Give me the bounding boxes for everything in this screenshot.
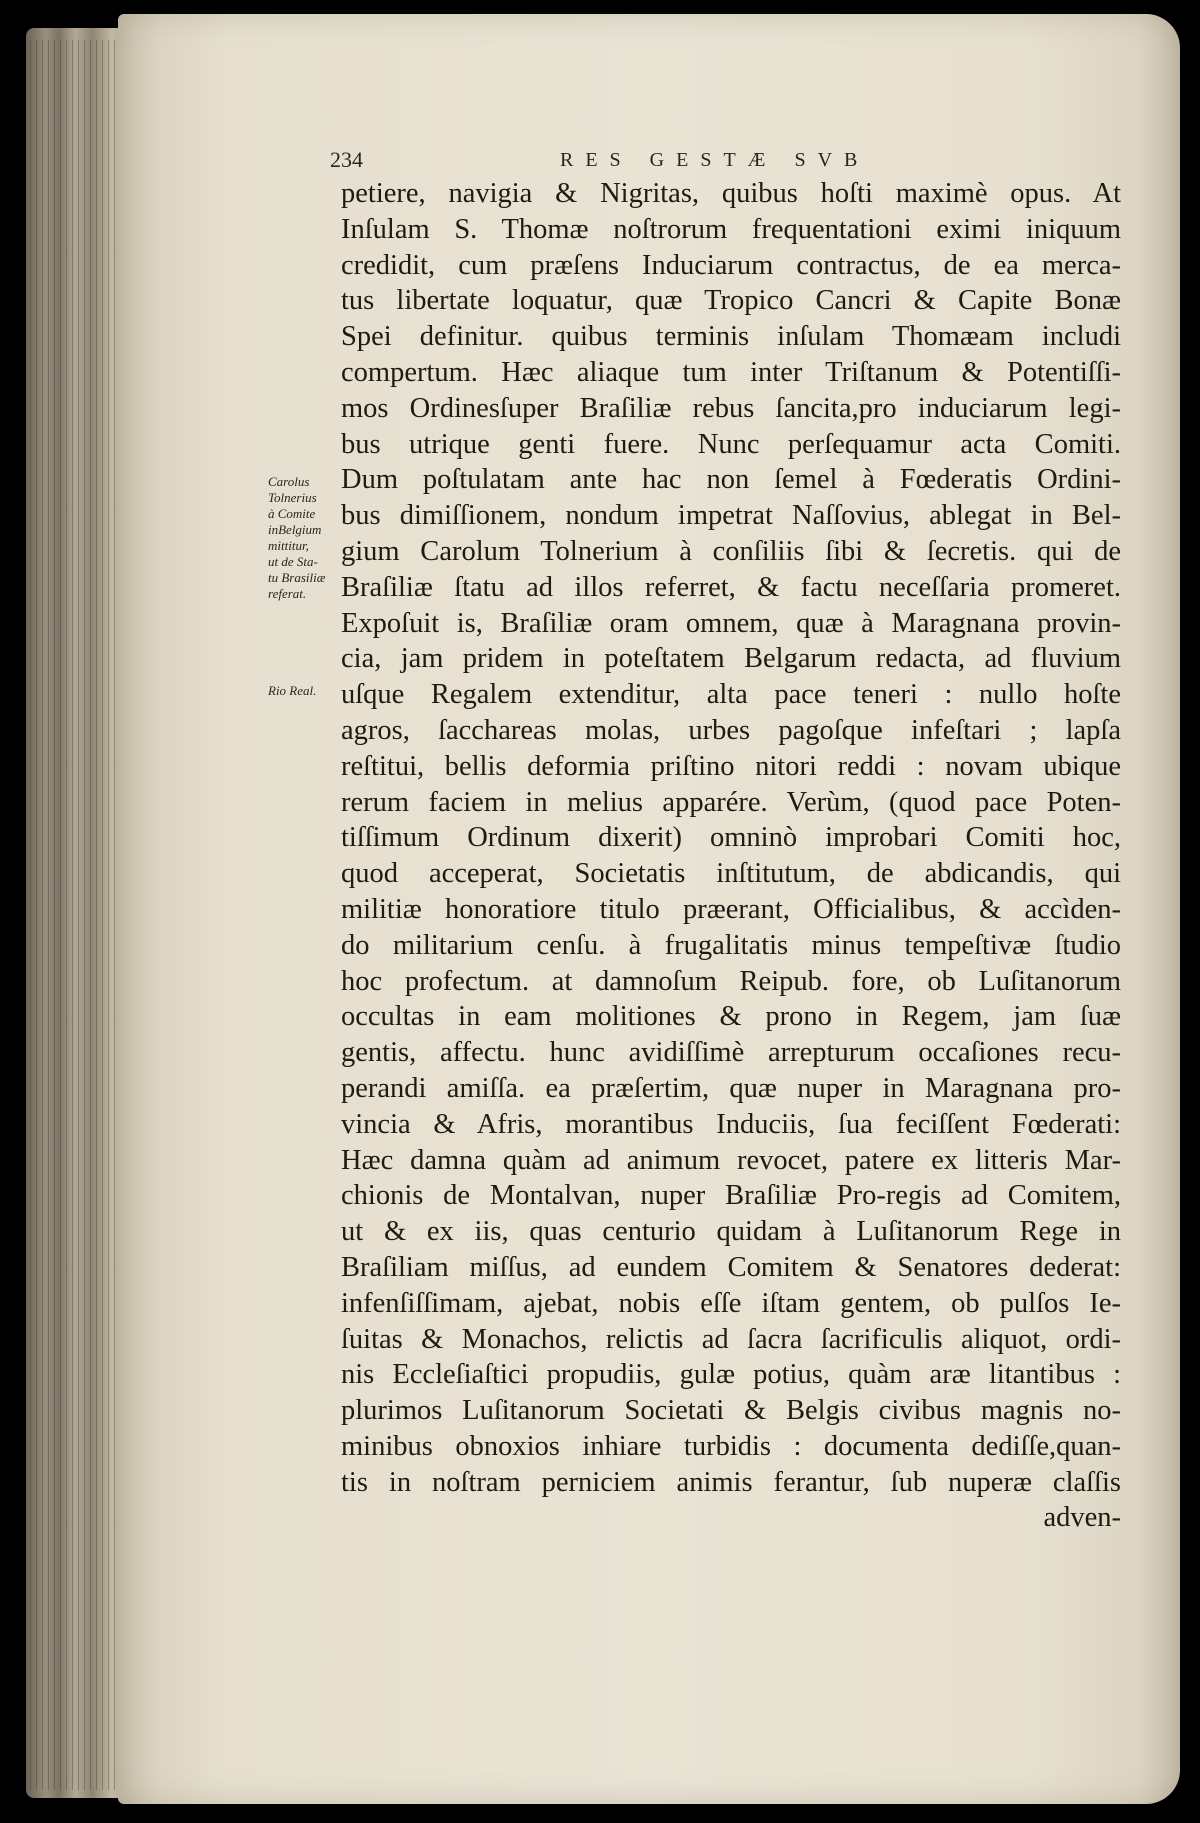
text-line: quod acceperat, Societatis inſtitutum, de abdicandis, qui (341, 858, 1121, 890)
text-line: uſque Regalem extenditur, alta pace teneri : nullo hoſte (341, 679, 1121, 711)
text-line: agros, ſacchareas molas, urbes pagoſque infeſtari ; lapſa (341, 714, 1121, 746)
text-line: Expoſuit is, Braſiliæ oram omnem, quæ à Maragnana provin- (341, 607, 1121, 639)
text-line: rerum faciem in melius apparére. Verùm, (quod pace Poten- (341, 786, 1121, 818)
marginal-note-tolnerius (268, 474, 338, 602)
text-line: nis Eccleſiaſtici propudiis, gulæ potius, quàm aræ litantibus : (341, 1359, 1121, 1391)
page-edge-lines (30, 40, 130, 1790)
marginal-note-line: à Comite (268, 506, 316, 521)
text-line: gentis, affectu. hunc avidiſſimè arrepturum occaſiones recu- (341, 1037, 1121, 1069)
text-line: bus utrique genti fuere. Nunc perſequamur acta Comiti. (341, 428, 1121, 460)
page-number: 234 (330, 147, 363, 172)
text-line: perandi amiſſa. ea præſertim, quæ nuper in Maragnana pro- (341, 1072, 1121, 1104)
text-line: reſtitui, bellis deformia priſtino nitori reddi : novam ubique (341, 750, 1121, 782)
marginal-note-rio-real (268, 683, 338, 699)
text-line: Braſiliæ ſtatu ad illos referret, & factu neceſſaria promeret. (341, 571, 1121, 603)
text-line: do militarium cenſu. à frugalitatis minus tempeſtivæ ſtudio (341, 929, 1121, 961)
text-line: Braſiliam miſſus, ad eundem Comitem & Senatores dederat: (341, 1251, 1121, 1283)
text-line: Spei definitur. quibus terminis inſulam Thomæam includi (341, 321, 1121, 353)
text-line: compertum. Hæc aliaque tum inter Triſtanum & Potentiſſi- (341, 356, 1121, 388)
marginal-note-line: Carolus (268, 474, 310, 489)
text-line: tiſſimum Ordinum dixerit) omninò improbari Comiti hoc, (341, 822, 1121, 854)
text-line: infenſiſſimam, ajebat, nobis eſſe iſtam gentem, ob pulſos Ie- (341, 1287, 1121, 1319)
text-line: gium Carolum Tolnerium à conſiliis ſibi & ſecretis. qui de (341, 535, 1121, 567)
marginal-note-line: inBelgium (268, 522, 322, 537)
text-line: petiere, navigia & Nigritas, quibus hoſti maximè opus. At (341, 178, 1121, 209)
text-line: mos Ordinesſuper Braſiliæ rebus ſancita,pro induciarum legi- (341, 392, 1121, 424)
text-line: minibus obnoxios inhiare turbidis : documenta dediſſe,quan- (341, 1430, 1121, 1462)
text-line: Dum poſtulatam ante hac non ſemel à Fœderatis Ordini- (341, 464, 1121, 496)
text-line: cia, jam pridem in poteſtatem Belgarum redacta, ad fluvium (341, 643, 1121, 675)
text-line: plurimos Luſitanorum Societati & Belgis civibus magnis no- (341, 1395, 1121, 1427)
text-line: tus libertate loquatur, quæ Tropico Cancri & Capite Bonæ (341, 285, 1121, 317)
running-head-title: RES GESTÆ SVB (560, 149, 870, 171)
body-text (341, 176, 1121, 1536)
text-line: Hæc damna quàm ad animum revocet, patere ex litteris Mar- (341, 1144, 1121, 1176)
text-line: tis in noſtram perniciem animis ferantur, ſub nuperæ claſſis (341, 1466, 1121, 1498)
text-line: chionis de Montalvan, nuper Braſiliæ Pro-regis ad Comitem, (341, 1180, 1121, 1212)
marginal-note-line: Rio Real. (268, 683, 317, 698)
text-line: ſuitas & Monachos, relictis ad ſacra ſacrificulis aliquot, ordi- (341, 1323, 1121, 1355)
marginal-note-line: referat. (268, 586, 307, 601)
text-line: bus dimiſſionem, nondum impetrat Naſſovius, ablegat in Bel- (341, 500, 1121, 532)
running-head (330, 147, 1130, 177)
text-line: ut & ex iis, quas centurio quidam à Luſitanorum Rege in (341, 1216, 1121, 1248)
text-line: occultas in eam molitiones & prono in Regem, jam ſuæ (341, 1001, 1121, 1033)
text-line: militiæ honoratiore titulo præerant, Officialibus, & accìden- (341, 893, 1121, 925)
text-line: hoc profectum. at damnoſum Reipub. fore, ob Luſitanorum (341, 965, 1121, 997)
text-line: vincia & Afris, morantibus Induciis, ſua feciſſent Fœderati: (341, 1108, 1121, 1140)
marginal-note-line: Tolnerius (268, 490, 317, 505)
marginal-note-line: ut de Sta- (268, 554, 318, 569)
marginal-note-line: tu Brasiliæ (268, 570, 326, 585)
catchword: adven- (1043, 1502, 1121, 1534)
text-line: credidit, cum præſens Induciarum contractus, de ea merca- (341, 249, 1121, 281)
marginal-note-line: mittitur, (268, 538, 309, 553)
text-line: Inſulam S. Thomæ noſtrorum frequentationi eximi iniquum (341, 213, 1121, 245)
